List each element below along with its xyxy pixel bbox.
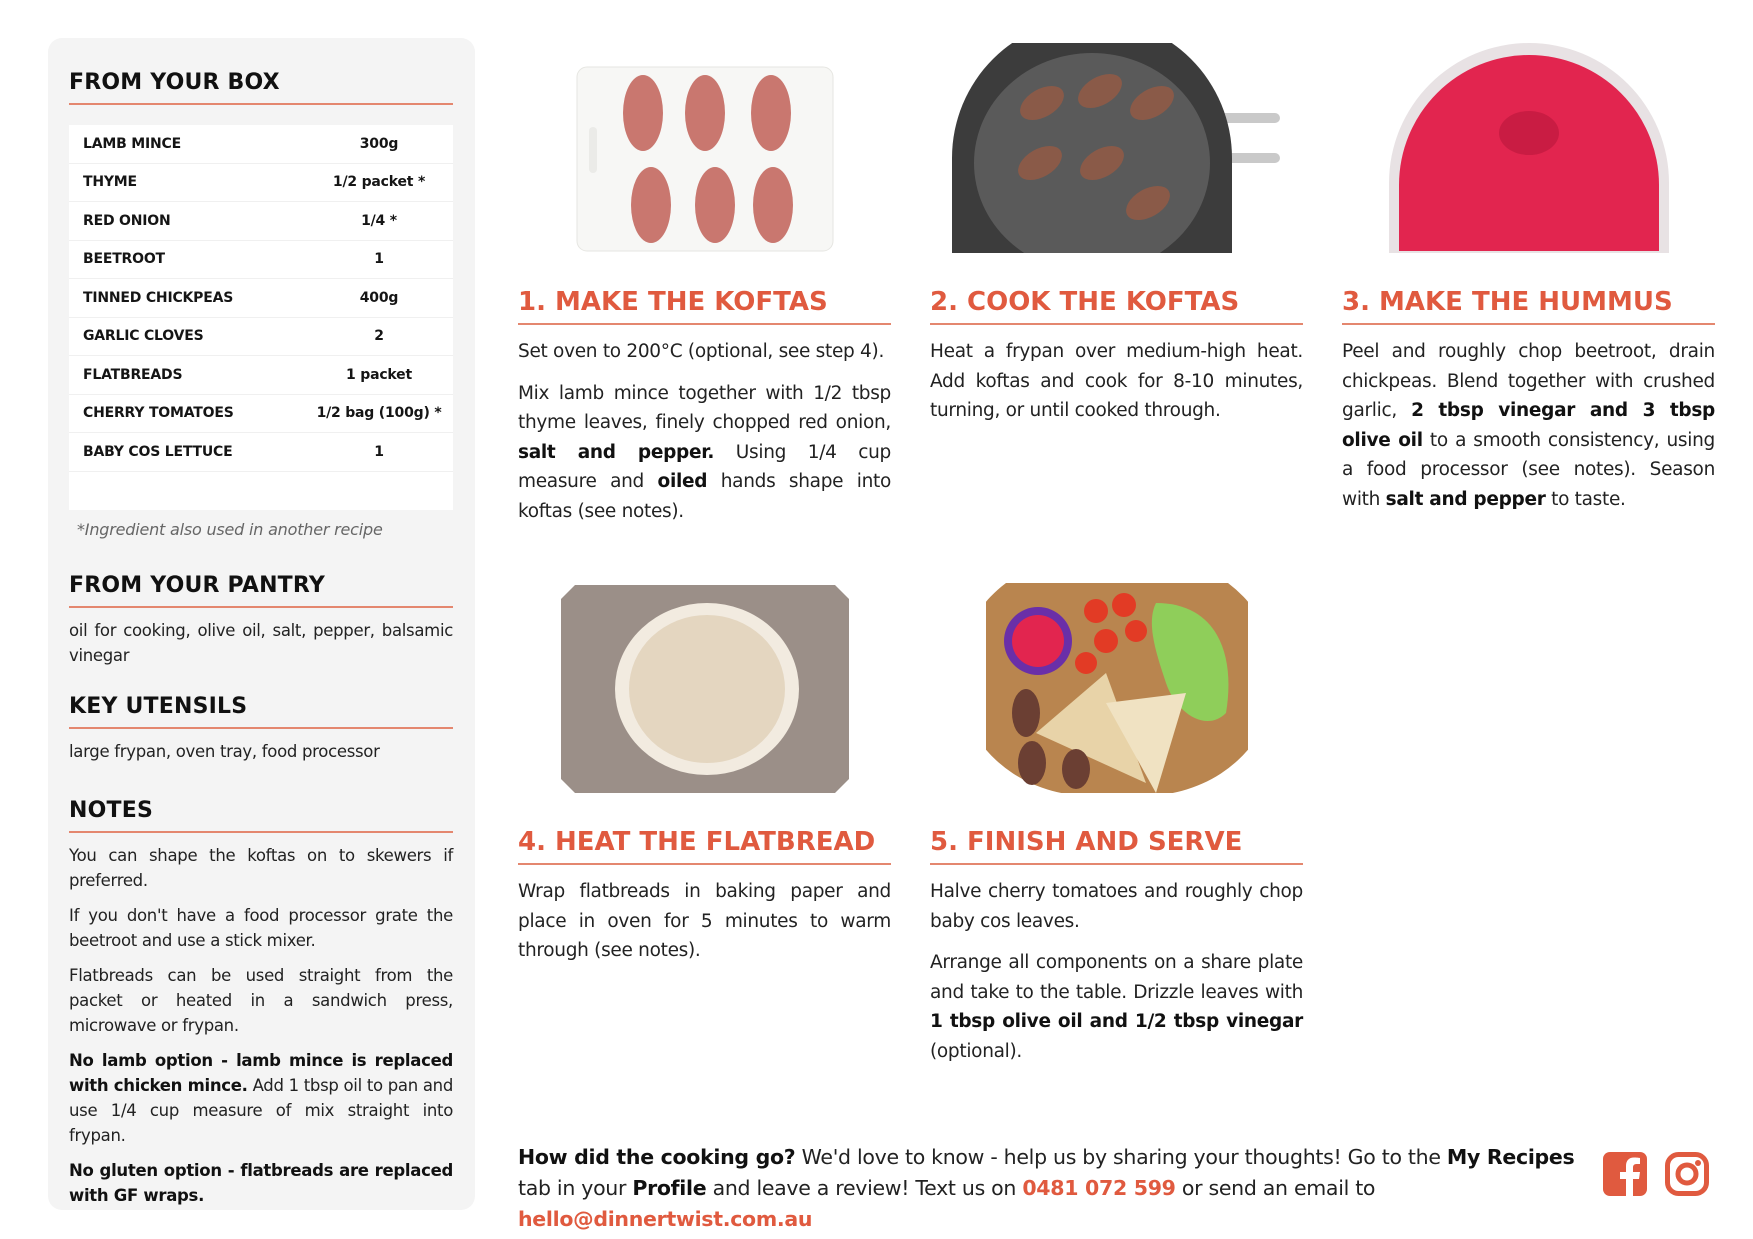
step-1 <box>518 38 891 526</box>
step-2-title: 2. COOK THE KOFTAS <box>930 287 1303 325</box>
hummus-bowl-illustration <box>1389 43 1669 253</box>
ingredient-qty: 1/4 * <box>361 212 397 229</box>
koftas-frypan-image <box>930 38 1303 253</box>
note-2: If you don't have a food processor grate the beetroot and use a stick mixer. <box>69 905 453 950</box>
ingredient-qty: 1 packet <box>346 366 412 383</box>
step-4 <box>518 578 891 966</box>
text-bold: 1 tbsp olive oil and 1/2 tbsp vinegar <box>930 1011 1303 1032</box>
step-4-text-1: Wrap flatbreads in baking paper and place in oven for 5 minutes to warm through (see notes). <box>518 881 891 961</box>
note-1: You can shape the koftas on to skewers if preferred. <box>69 845 453 890</box>
ingredient-name: CHERRY TOMATOES <box>83 405 234 422</box>
footer-my-recipes: My Recipes <box>1446 1145 1575 1169</box>
ingredient-row <box>69 125 453 164</box>
pantry-text: oil for cooking, olive oil, salt, pepper, balsamic vinegar <box>69 620 453 665</box>
share-plate-image <box>930 578 1303 793</box>
ingredient-row <box>69 279 453 318</box>
ingredient-name: BABY COS LETTUCE <box>83 443 233 460</box>
ingredient-qty: 1/2 packet * <box>332 174 426 191</box>
facebook-icon[interactable] <box>1603 1152 1647 1196</box>
ingredient-name: LAMB MINCE <box>83 135 181 152</box>
utensils-text: large frypan, oven tray, food processor <box>69 741 380 761</box>
text-run: to taste. <box>1545 488 1626 510</box>
footer-profile: Profile <box>632 1176 707 1200</box>
ingredient-row <box>69 433 453 472</box>
from-your-box-title: FROM YOUR BOX <box>69 70 453 105</box>
ingredient-row <box>69 356 453 395</box>
ingredient-name: FLATBREADS <box>83 366 183 383</box>
beetroot-hummus-image <box>1342 38 1715 253</box>
ingredient-row-empty <box>69 472 453 510</box>
footer-question: How did the cooking go? <box>518 1145 796 1169</box>
text-bold: salt and pepper <box>1385 488 1546 510</box>
note-4-bold: No lamb option - lamb mince is replaced with chicken mince. <box>69 1050 453 1095</box>
note-4 <box>69 1048 453 1148</box>
step-3-title: 3. MAKE THE HUMMUS <box>1342 287 1715 325</box>
ingredient-row <box>69 318 453 357</box>
ingredient-qty: 400g <box>359 289 399 306</box>
step-5-text-1: Halve cherry tomatoes and roughly chop baby cos leaves. <box>930 881 1303 932</box>
note-3: Flatbreads can be used straight from the packet or heated in a sandwich press, microwave or frypan. <box>69 965 453 1035</box>
step-3-text-1 <box>1342 337 1715 514</box>
footer-phone-link[interactable]: 0481 072 599 <box>1022 1176 1176 1200</box>
ingredient-name: BEETROOT <box>83 251 165 268</box>
koftas-board-image <box>518 38 891 253</box>
step-5-text-2 <box>930 948 1303 1066</box>
ingredient-row <box>69 241 453 280</box>
ingredients-panel <box>48 38 475 1210</box>
step-4-title: 4. HEAT THE FLATBREAD <box>518 827 891 865</box>
text-bold: 2 tbsp vinegar and 3 tbsp olive oil <box>1342 400 1716 451</box>
footer-text: We'd love to know - help us by sharing your thoughts! Go to the <box>795 1145 1447 1169</box>
text-run: hands shape into koftas (see notes). <box>518 471 891 522</box>
step-1-text-2 <box>518 379 891 527</box>
step-1-text-1: Set oven to 200°C (optional, see step 4). <box>518 341 885 362</box>
ingredient-row <box>69 395 453 434</box>
ingredient-qty: 2 <box>374 328 384 345</box>
ingredient-qty: 1 <box>374 443 384 460</box>
step-5-title: 5. FINISH AND SERVE <box>930 827 1303 865</box>
note-4-rest: Add 1 tbsp oil to pan and use 1/4 cup measure of mix straight into frypan. <box>69 1075 453 1145</box>
notes-title: NOTES <box>69 798 453 833</box>
ingredient-name: THYME <box>83 174 137 191</box>
from-your-pantry-title: FROM YOUR PANTRY <box>69 573 453 608</box>
note-5-bold: No gluten option - flatbreads are replaced with GF wraps. <box>69 1160 453 1205</box>
text-run: Using 1/4 cup measure and <box>518 441 891 492</box>
ingredient-row <box>69 164 453 203</box>
step-1-title: 1. MAKE THE KOFTAS <box>518 287 891 325</box>
note-5 <box>69 1158 453 1208</box>
text-run: Mix lamb mince together with 1/2 tbsp thyme leaves, finely chopped red onion, <box>518 382 891 433</box>
step-2-text-1: Heat a frypan over medium-high heat. Add koftas and cook for 8-10 minutes, turning, or until cooked through. <box>930 341 1303 421</box>
text-run: to a smooth consistency, using a food processor (see notes). Season with <box>1342 429 1715 510</box>
shaped-koftas-illustration <box>575 65 835 253</box>
ingredient-qty: 1/2 bag (100g) * <box>316 405 442 422</box>
text-run: (optional). <box>930 1040 1022 1062</box>
text-run: Peel and roughly chop beetroot, drain chickpeas. Blend together with crushed garlic, <box>1342 341 1715 421</box>
flatbread-tray-illustration <box>561 585 849 793</box>
ingredients-table <box>69 125 453 510</box>
footer-text: tab in your <box>518 1176 633 1200</box>
key-utensils-title: KEY UTENSILS <box>69 694 453 729</box>
footer-text: and leave a review! Text us on <box>706 1176 1023 1200</box>
step-2 <box>930 38 1303 426</box>
frypan-illustration <box>952 43 1282 253</box>
footer-email-link[interactable]: hello@dinnertwist.com.au <box>518 1207 813 1231</box>
text-run: Arrange all components on a share plate and take to the table. Drizzle leaves with <box>930 952 1303 1003</box>
footer-text: or send an email to <box>1175 1176 1376 1200</box>
text-bold: oiled <box>657 471 708 492</box>
ingredient-footnote: *Ingredient also used in another recipe <box>77 519 383 539</box>
ingredient-name: RED ONION <box>83 212 171 229</box>
share-plate-illustration <box>986 583 1248 793</box>
step-3 <box>1342 38 1715 514</box>
ingredient-name: TINNED CHICKPEAS <box>83 289 234 306</box>
ingredient-qty: 1 <box>374 251 384 268</box>
ingredient-name: GARLIC CLOVES <box>83 328 204 345</box>
instagram-icon[interactable] <box>1665 1152 1709 1196</box>
ingredient-qty: 300g <box>359 135 399 152</box>
review-footer <box>518 1142 1578 1235</box>
ingredient-row <box>69 202 453 241</box>
step-5 <box>930 578 1303 1066</box>
flatbread-tray-image <box>518 578 891 793</box>
text-bold: salt and pepper. <box>518 441 715 463</box>
